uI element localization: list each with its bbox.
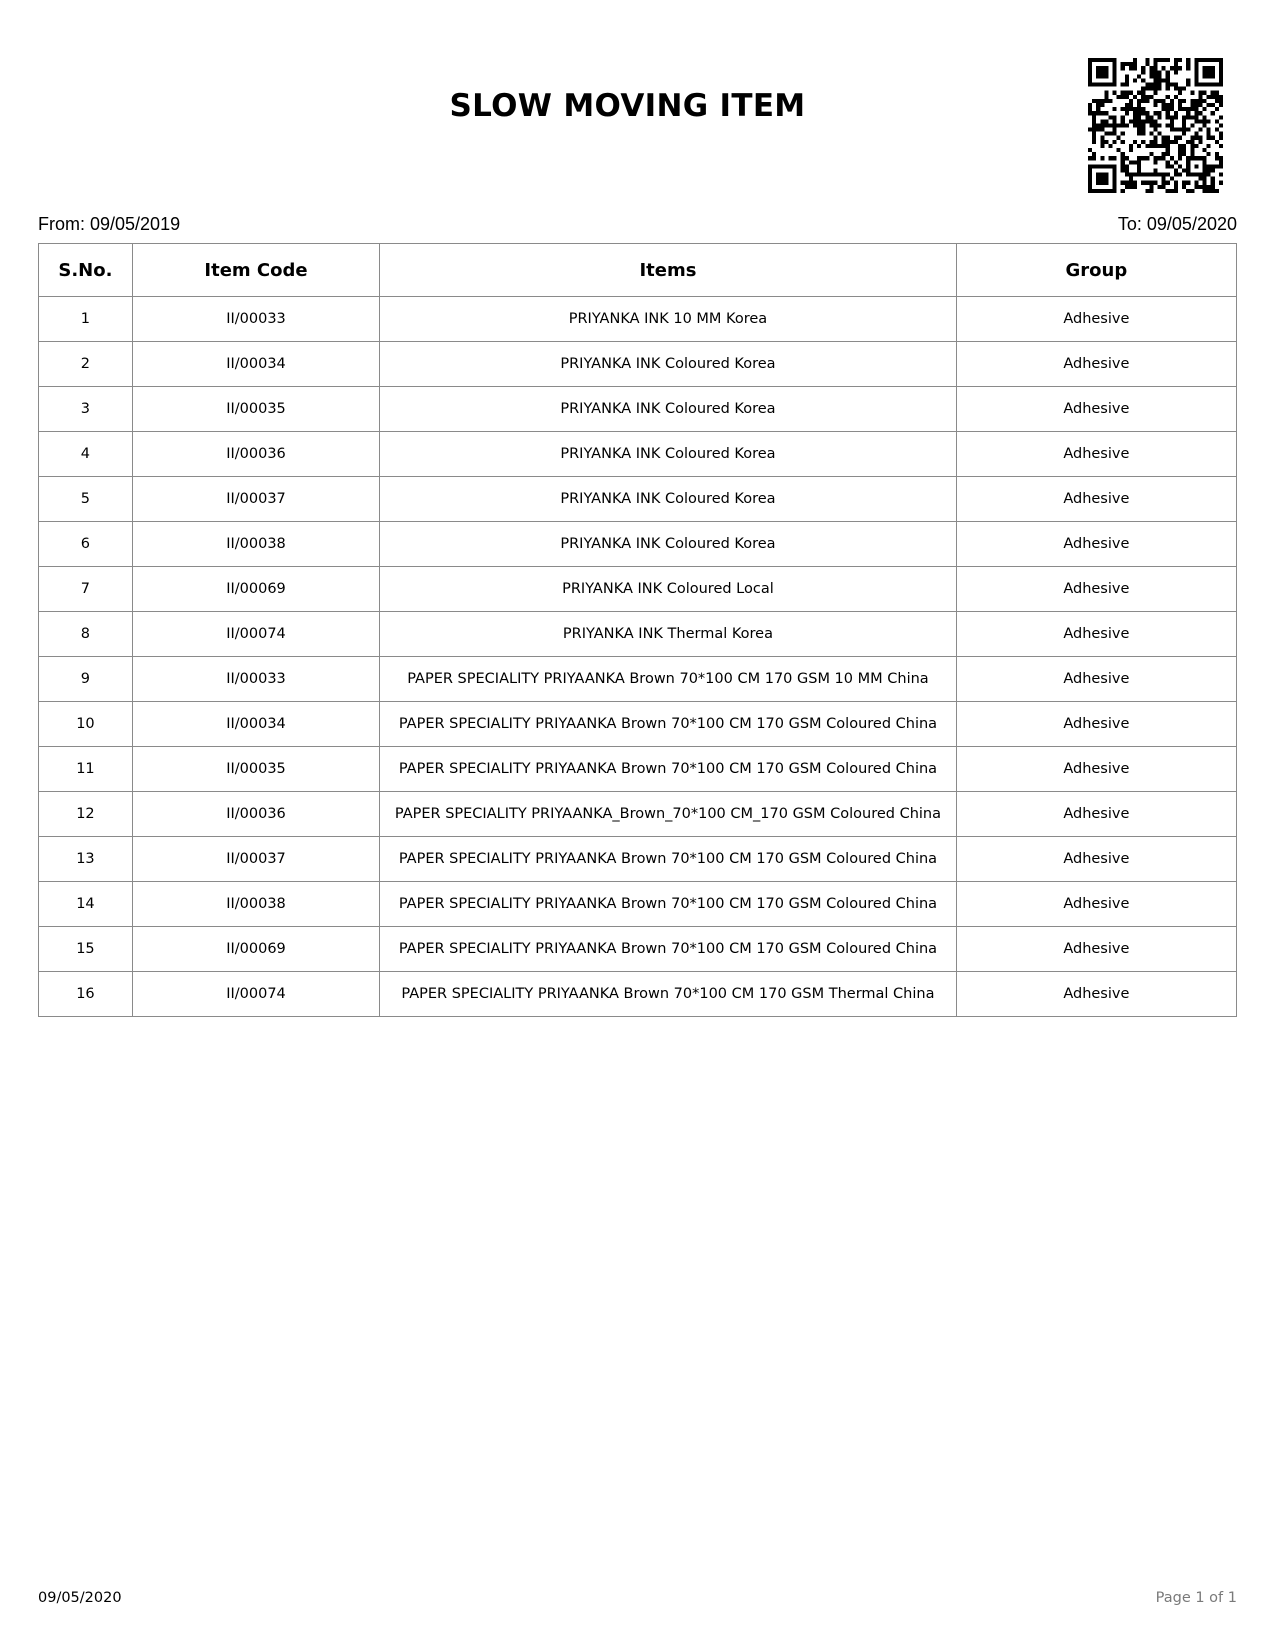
cell-group: Adhesive: [956, 657, 1236, 702]
slow-moving-items-table: [38, 243, 1237, 1017]
cell-sno: 9: [39, 657, 133, 702]
table-row: [39, 702, 1237, 747]
cell-sno: 2: [39, 342, 133, 387]
cell-item-code: II/00038: [132, 522, 379, 567]
cell-item-name: PRIYANKA INK Coloured Local: [380, 567, 957, 612]
table-row: [39, 972, 1237, 1017]
column-header-item-code: Item Code: [132, 244, 379, 297]
cell-item-name: PRIYANKA INK Coloured Korea: [380, 522, 957, 567]
table-row: [39, 657, 1237, 702]
cell-sno: 6: [39, 522, 133, 567]
cell-item-name: PRIYANKA INK Coloured Korea: [380, 342, 957, 387]
cell-group: Adhesive: [956, 747, 1236, 792]
cell-item-name: PRIYANKA INK Coloured Korea: [380, 387, 957, 432]
table-row: [39, 522, 1237, 567]
date-from: From: 09/05/2019: [38, 214, 181, 234]
cell-item-code: II/00034: [132, 702, 379, 747]
cell-group: Adhesive: [956, 792, 1236, 837]
cell-item-code: II/00037: [132, 477, 379, 522]
cell-sno: 13: [39, 837, 133, 882]
cell-sno: 12: [39, 792, 133, 837]
cell-item-code: II/00038: [132, 882, 379, 927]
cell-group: Adhesive: [956, 432, 1236, 477]
cell-item-name: PAPER SPECIALITY PRIYAANKA Brown 70*100 CM 170 GSM 10 MM China: [380, 657, 957, 702]
cell-sno: 3: [39, 387, 133, 432]
cell-item-name: PAPER SPECIALITY PRIYAANKA Brown 70*100 CM 170 GSM Coloured China: [380, 702, 957, 747]
cell-group: Adhesive: [956, 342, 1236, 387]
table-body: [39, 297, 1237, 1017]
cell-item-code: II/00074: [132, 972, 379, 1017]
cell-item-code: II/00033: [132, 297, 379, 342]
cell-item-name: PAPER SPECIALITY PRIYAANKA Brown 70*100 CM 170 GSM Thermal China: [380, 972, 957, 1017]
cell-group: Adhesive: [956, 837, 1236, 882]
date-to: To: 09/05/2020: [1117, 214, 1237, 234]
cell-group: Adhesive: [956, 882, 1236, 927]
cell-group: Adhesive: [956, 477, 1236, 522]
cell-group: Adhesive: [956, 567, 1236, 612]
table-row: [39, 342, 1237, 387]
table-row: [39, 612, 1237, 657]
cell-sno: 4: [39, 432, 133, 477]
cell-item-name: PAPER SPECIALITY PRIYAANKA Brown 70*100 CM 170 GSM Coloured China: [380, 927, 957, 972]
page-number: Page 1 of 1: [1155, 1590, 1237, 1606]
cell-group: Adhesive: [956, 702, 1236, 747]
cell-item-code: II/00034: [132, 342, 379, 387]
cell-item-name: PAPER SPECIALITY PRIYAANKA Brown 70*100 CM 170 GSM Coloured China: [380, 882, 957, 927]
table-row: [39, 387, 1237, 432]
cell-sno: 10: [39, 702, 133, 747]
cell-item-name: PAPER SPECIALITY PRIYAANKA Brown 70*100 CM 170 GSM Coloured China: [380, 747, 957, 792]
cell-item-code: II/00037: [132, 837, 379, 882]
qr-code-icon: [1088, 58, 1223, 193]
cell-item-code: II/00069: [132, 927, 379, 972]
cell-group: Adhesive: [956, 927, 1236, 972]
cell-item-code: II/00033: [132, 657, 379, 702]
cell-group: Adhesive: [956, 972, 1236, 1017]
column-header-items: Items: [380, 244, 957, 297]
cell-sno: 1: [39, 297, 133, 342]
report-title: SLOW MOVING ITEM: [449, 88, 806, 124]
footer-date: 09/05/2020: [38, 1590, 122, 1606]
cell-item-code: II/00074: [132, 612, 379, 657]
cell-sno: 8: [39, 612, 133, 657]
table-row: [39, 927, 1237, 972]
table-row: [39, 432, 1237, 477]
cell-item-name: PRIYANKA INK 10 MM Korea: [380, 297, 957, 342]
cell-group: Adhesive: [956, 297, 1236, 342]
cell-item-name: PRIYANKA INK Thermal Korea: [380, 612, 957, 657]
cell-sno: 16: [39, 972, 133, 1017]
column-header-group: Group: [956, 244, 1236, 297]
cell-sno: 7: [39, 567, 133, 612]
table-row: [39, 837, 1237, 882]
cell-sno: 5: [39, 477, 133, 522]
cell-group: Adhesive: [956, 387, 1236, 432]
column-header-sno: S.No.: [39, 244, 133, 297]
cell-item-code: II/00036: [132, 792, 379, 837]
cell-item-name: PAPER SPECIALITY PRIYAANKA_Brown_70*100 CM_170 GSM Coloured China: [380, 792, 957, 837]
table-row: [39, 882, 1237, 927]
table-header-row: [39, 244, 1237, 297]
cell-item-name: PRIYANKA INK Coloured Korea: [380, 477, 957, 522]
cell-sno: 14: [39, 882, 133, 927]
table-row: [39, 477, 1237, 522]
table-row: [39, 567, 1237, 612]
cell-group: Adhesive: [956, 522, 1236, 567]
cell-item-code: II/00035: [132, 747, 379, 792]
cell-item-name: PAPER SPECIALITY PRIYAANKA Brown 70*100 CM 170 GSM Coloured China: [380, 837, 957, 882]
table-row: [39, 792, 1237, 837]
cell-item-code: II/00069: [132, 567, 379, 612]
cell-group: Adhesive: [956, 612, 1236, 657]
cell-item-code: II/00035: [132, 387, 379, 432]
cell-sno: 15: [39, 927, 133, 972]
table-row: [39, 747, 1237, 792]
cell-item-name: PRIYANKA INK Coloured Korea: [380, 432, 957, 477]
cell-sno: 11: [39, 747, 133, 792]
cell-item-code: II/00036: [132, 432, 379, 477]
table-row: [39, 297, 1237, 342]
